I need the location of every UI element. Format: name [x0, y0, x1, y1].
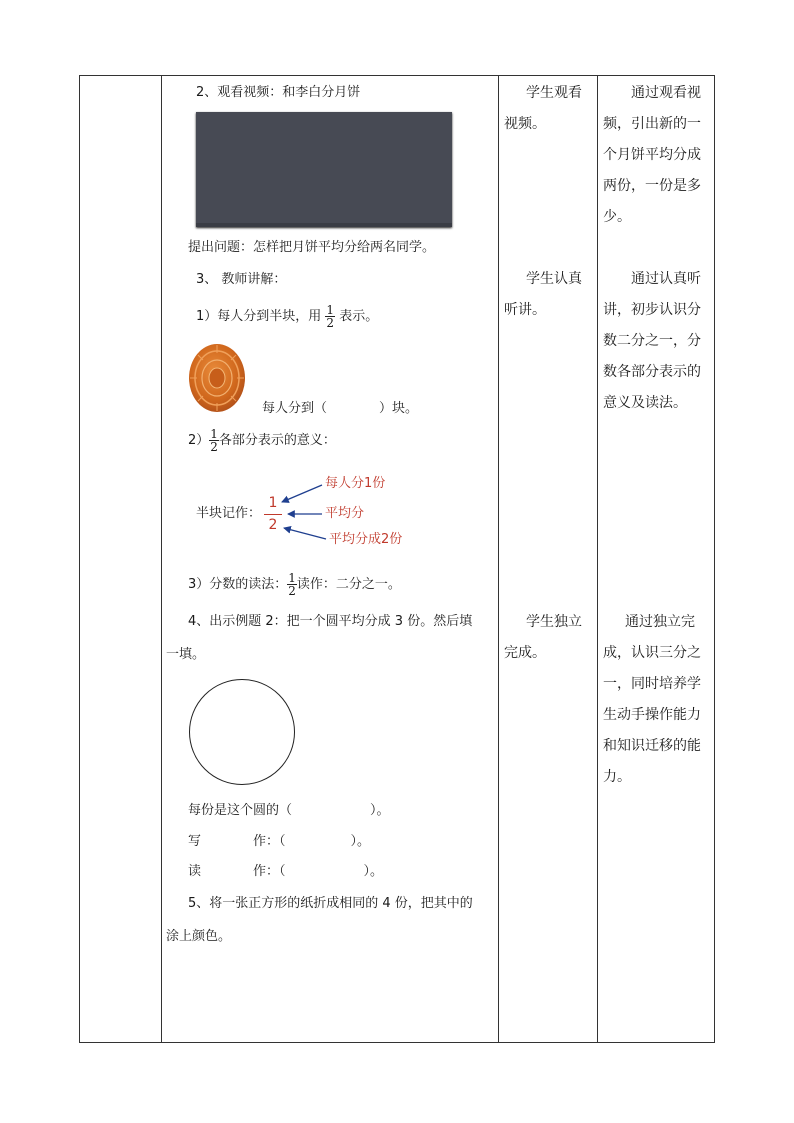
section5-line2: 涂上颜色。: [166, 929, 232, 944]
mooncake-image: [188, 341, 246, 413]
diagram-denominator: 2: [268, 517, 278, 533]
intent-line: 意义及读法。: [603, 395, 687, 411]
video-control-bar[interactable]: [196, 223, 452, 227]
arrow-to-numerator: [282, 485, 322, 502]
intent-line: 成，认识三分之: [603, 645, 701, 661]
fill-blank-each: 每人分到（ ）块。: [262, 401, 419, 416]
circle-shape: [189, 679, 295, 785]
section4-line1: 4、出示例题 2：把一个圆平均分成 3 份。然后填: [188, 614, 473, 629]
item2-text-post: 各部分表示的意义：: [218, 433, 336, 448]
student-line: 听讲。: [504, 302, 546, 318]
student-activity-1: [504, 78, 592, 140]
intent-line: 力。: [603, 769, 631, 785]
fraction-numerator: 1: [326, 303, 335, 317]
section4-line2: 一填。: [166, 647, 206, 662]
intent-line: 通过观看视: [631, 85, 701, 101]
student-line: 视频。: [504, 116, 546, 132]
fraction-one-half: [325, 304, 335, 329]
item3-text-pre: 3）分数的读法：: [188, 577, 288, 592]
item1-text-post: 表示。: [339, 309, 379, 324]
student-line: 完成。: [504, 645, 546, 661]
diagram-numerator: 1: [268, 495, 278, 511]
intent-line: 数二分之一，分: [603, 333, 701, 349]
section2-heading: 2、观看视频：和李白分月饼: [196, 85, 361, 100]
item2-text-pre: 2）: [188, 433, 210, 448]
annotation-denominator: 平均分成2份: [329, 532, 403, 547]
fraction-denominator: 2: [210, 440, 218, 454]
student-activity-3: [504, 607, 592, 669]
item1-text-pre: 1）每人分到半块，用: [196, 309, 322, 324]
fraction-denominator: 2: [326, 316, 335, 330]
annotation-numerator: 每人分1份: [325, 476, 386, 491]
fill-blank-part: 每份是这个圆的（ ）。: [188, 803, 390, 818]
column-divider: [161, 76, 162, 1042]
fraction-numerator: 1: [210, 427, 218, 441]
fill-blank-write: 写 作：（ ）。: [188, 834, 371, 849]
student-activity-2: [504, 264, 592, 326]
intent-line: 和知识迁移的能: [603, 738, 701, 754]
intent-line: 个月饼平均分成: [603, 147, 701, 163]
intent-line: 两份，一份是多: [603, 178, 701, 194]
fraction-numerator: 1: [288, 571, 296, 585]
student-line: 学生独立: [526, 614, 582, 630]
section3-item2: [188, 424, 336, 458]
fraction-denominator: 2: [288, 584, 296, 598]
column-divider: [498, 76, 499, 1042]
section3-item3: [188, 568, 401, 602]
student-line: 学生观看: [526, 85, 582, 101]
section3-heading: 3、 教师讲解：: [196, 272, 287, 287]
arrow-to-denominator: [284, 528, 326, 539]
fraction-one-half: [287, 572, 297, 597]
design-intent-3: [603, 607, 711, 793]
section5-line1: 5、将一张正方形的纸折成相同的 4 份，把其中的: [188, 896, 473, 911]
section2-question: 提出问题：怎样把月饼平均分给两名同学。: [188, 240, 436, 255]
fill-blank-read: 读 作：（ ）。: [188, 864, 384, 879]
intent-line: 生动手操作能力: [603, 707, 701, 723]
intent-line: 少。: [603, 209, 631, 225]
student-line: 学生认真: [526, 271, 582, 287]
annotation-bar: 平均分: [325, 506, 365, 521]
diagram-arrows: [278, 480, 328, 550]
section3-item1: [196, 300, 378, 334]
video-player[interactable]: [196, 112, 452, 227]
intent-line: 一，同时培养学: [603, 676, 701, 692]
intent-line: 讲，初步认识分: [603, 302, 701, 318]
intent-line: 通过认真听: [631, 271, 701, 287]
diagram-label: 半块记作：: [196, 506, 262, 521]
intent-line: 数各部分表示的: [603, 364, 701, 380]
column-divider: [597, 76, 598, 1042]
item3-text-post: 读作：二分之一。: [296, 577, 401, 592]
fraction-one-half: [209, 428, 219, 453]
design-intent-2: [603, 264, 711, 419]
design-intent-1: [603, 78, 711, 233]
intent-line: 通过独立完: [625, 614, 695, 630]
intent-line: 频，引出新的一: [603, 116, 701, 132]
